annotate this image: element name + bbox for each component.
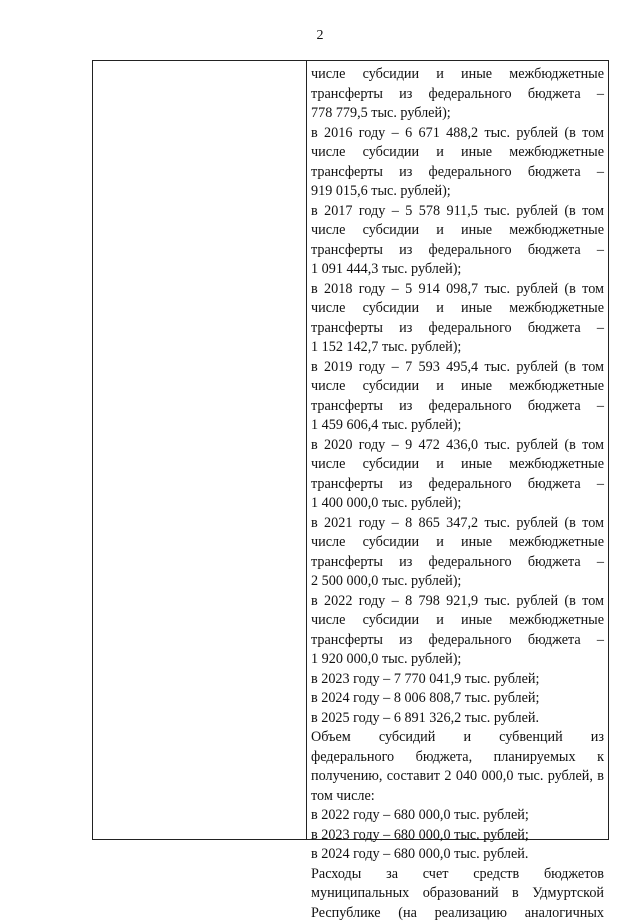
text-line: федерального бюджета, планируемых к — [311, 748, 604, 768]
text-line: в 2016 году – 6 671 488,2 тыс. рублей (в том — [311, 124, 604, 144]
text-line: в 2019 году – 7 593 495,4 тыс. рублей (в том — [311, 358, 604, 378]
document-table — [92, 60, 609, 840]
text-line: числе субсидии и иные межбюджетные — [311, 455, 604, 475]
text-line: Объем субсидий и субвенций из — [311, 728, 604, 748]
text-line: числе субсидии и иные межбюджетные — [311, 65, 604, 85]
text-line: числе субсидии и иные межбюджетные — [311, 143, 604, 163]
text-line: трансферты из федерального бюджета – — [311, 85, 604, 105]
text-line: получению, составит 2 040 000,0 тыс. рублей, в — [311, 767, 604, 787]
text-line: в 2022 году – 8 798 921,9 тыс. рублей (в том — [311, 592, 604, 612]
text-line: трансферты из федерального бюджета – — [311, 163, 604, 183]
text-line: 2 500 000,0 тыс. рублей); — [311, 572, 604, 592]
text-line: Расходы за счет средств бюджетов — [311, 865, 604, 885]
text-line: числе субсидии и иные межбюджетные — [311, 221, 604, 241]
text-line: в 2017 году – 5 578 911,5 тыс. рублей (в том — [311, 202, 604, 222]
text-line: трансферты из федерального бюджета – — [311, 631, 604, 651]
text-line: в 2025 году – 6 891 326,2 тыс. рублей. — [311, 709, 604, 729]
text-line: трансферты из федерального бюджета – — [311, 319, 604, 339]
text-line: числе субсидии и иные межбюджетные — [311, 377, 604, 397]
text-line: числе субсидии и иные межбюджетные — [311, 299, 604, 319]
table-left-cell — [93, 61, 307, 839]
text-line: числе субсидии и иные межбюджетные — [311, 611, 604, 631]
text-line: том числе: — [311, 787, 604, 807]
text-line: 919 015,6 тыс. рублей); — [311, 182, 604, 202]
text-line: в 2020 году – 9 472 436,0 тыс. рублей (в том — [311, 436, 604, 456]
text-line: 1 091 444,3 тыс. рублей); — [311, 260, 604, 280]
text-line: трансферты из федерального бюджета – — [311, 397, 604, 417]
text-line: в 2021 году – 8 865 347,2 тыс. рублей (в том — [311, 514, 604, 534]
text-line: в 2024 году – 680 000,0 тыс. рублей. — [311, 845, 604, 865]
text-line: 1 920 000,0 тыс. рублей); — [311, 650, 604, 670]
text-line: 778 779,5 тыс. рублей); — [311, 104, 604, 124]
text-line: 1 152 142,7 тыс. рублей); — [311, 338, 604, 358]
text-line: 1 459 606,4 тыс. рублей); — [311, 416, 604, 436]
text-line: в 2024 году – 8 006 808,7 тыс. рублей; — [311, 689, 604, 709]
text-line: трансферты из федерального бюджета – — [311, 241, 604, 261]
text-line: числе субсидии и иные межбюджетные — [311, 533, 604, 553]
text-line: 1 400 000,0 тыс. рублей); — [311, 494, 604, 514]
text-line: в 2022 году – 680 000,0 тыс. рублей; — [311, 806, 604, 826]
text-line: в 2018 году – 5 914 098,7 тыс. рублей (в том — [311, 280, 604, 300]
page-number: 2 — [0, 28, 640, 44]
text-line: в 2023 году – 680 000,0 тыс. рублей; — [311, 826, 604, 846]
text-line: трансферты из федерального бюджета – — [311, 475, 604, 495]
text-line: муниципальных образований в Удмуртской — [311, 884, 604, 904]
text-line: Республике (на реализацию аналогичных — [311, 904, 604, 923]
text-line: трансферты из федерального бюджета – — [311, 553, 604, 573]
text-line: в 2023 году – 7 770 041,9 тыс. рублей; — [311, 670, 604, 690]
table-right-cell — [307, 61, 608, 839]
